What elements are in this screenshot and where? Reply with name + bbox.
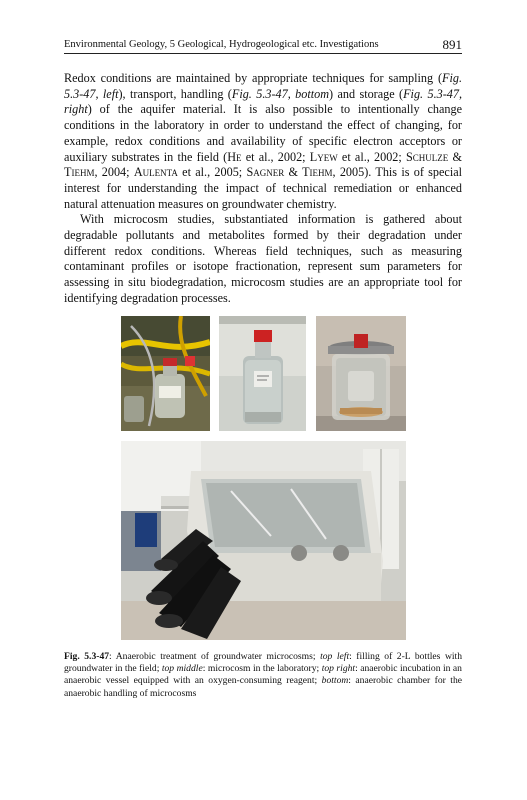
text-run: , 2004; <box>94 165 134 180</box>
text-run: et al., 2002; <box>337 149 406 164</box>
emphasis: Fig. 5.3-47, left <box>64 71 462 101</box>
text-run: et al., 2005; <box>177 165 247 180</box>
text-run: et al., 2002; <box>241 149 310 164</box>
text-run: : anaerobic chamber for the anaerobic handling of microcosms <box>64 675 462 699</box>
text-run: : anaerobic incubation in an anaerobic vessel equipped with an oxygen-consuming reagent; <box>64 663 462 687</box>
running-title: Environmental Geology, 5 Geological, Hydrogeological etc. Investigations <box>64 39 379 50</box>
figure-caption <box>64 651 462 700</box>
text-run: Redox conditions are maintained by appropriate techniques for sampling ( <box>64 71 443 85</box>
paragraph <box>64 71 462 212</box>
text-run: With microcosm studies, substantiated information is gathered about degradable pollutants and metabolites formed by their degradation under different redox conditions. Whereas field techniques, such as measuring contaminant profiles or isotope fractionation, represent sum parameters for assessing in situ biodegradation, microcosm studies are an appropriate tool for identifying degradation processes. <box>64 212 462 305</box>
photo-field-sampling <box>121 316 210 431</box>
cited-author: Sagner & Tiehm <box>246 165 333 180</box>
cited-author: Schulze & Tiehm <box>64 149 462 180</box>
photo-anaerobic-chamber <box>121 441 406 640</box>
photo-anaerobic-vessel <box>316 316 406 431</box>
photo-lab-microcosm <box>219 316 306 431</box>
emphasis: Fig. 5.3-47, right <box>64 86 463 117</box>
text-run: , 2005). This is of special interest for understanding the impact of technical remediation or enhanced natural attenuation measures on groundwater chemistry. <box>64 165 463 211</box>
emphasis: top right <box>321 663 356 675</box>
cited-author: Aulenta <box>133 165 178 180</box>
paragraph <box>64 212 462 306</box>
body-text <box>64 71 462 307</box>
figure-label: Fig. 5.3-47 <box>64 651 110 662</box>
text-run: ), transport, handling ( <box>118 86 232 101</box>
emphasis: top middle <box>161 663 203 675</box>
cited-author: Lyew <box>309 149 338 164</box>
emphasis: bottom <box>321 675 349 687</box>
page-number: 891 <box>442 37 462 52</box>
emphasis: top left <box>320 651 350 662</box>
cited-author: He <box>227 149 242 164</box>
text-run: ) of the aquifer material. It is also possible to intentionally change conditions in the laboratory in order to understand the effect of changing, for example, redox conditions and availability of specific electron acceptors or auxiliary substrates in the field ( <box>64 102 462 164</box>
text-run: : Anaerobic treatment of groundwater microcosms; <box>109 651 321 662</box>
running-header <box>64 37 462 54</box>
text-run: : microcosm in the laboratory; <box>202 663 322 675</box>
emphasis: Fig. 5.3-47, bottom <box>231 86 330 101</box>
text-run: ) and storage ( <box>329 86 404 101</box>
text-run: : filling of 2-L bottles with groundwater in the field; <box>64 651 463 675</box>
